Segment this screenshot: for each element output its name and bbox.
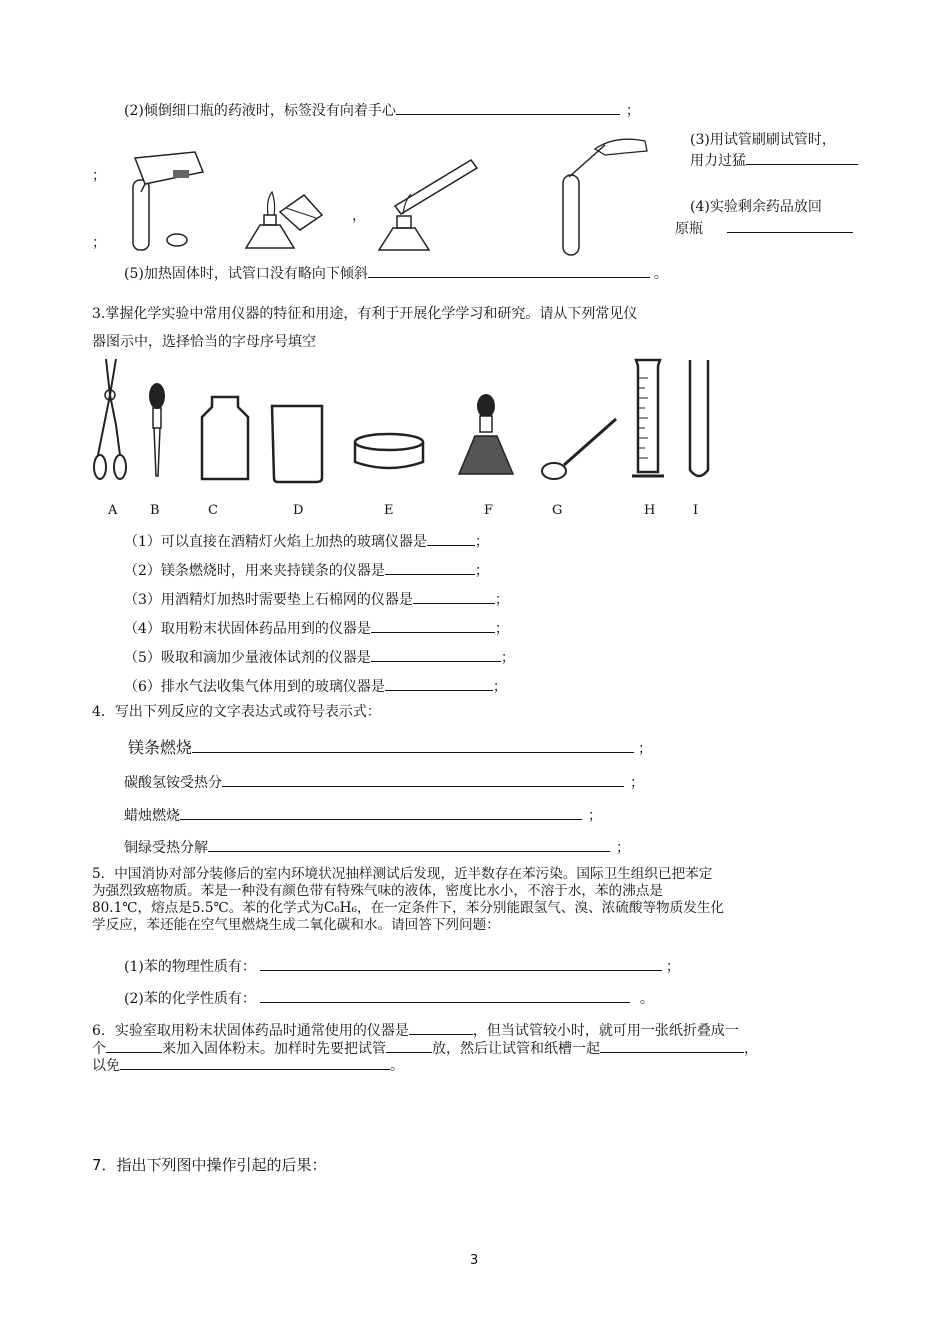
pour-bottle-illustration <box>125 150 220 250</box>
wide-mouth-bottle-icon <box>198 393 253 483</box>
answer-blank[interactable] <box>396 100 620 115</box>
answer-blank[interactable] <box>106 1038 162 1053</box>
punct: ； <box>492 679 507 695</box>
q3-item4 <box>124 618 509 638</box>
answer-blank[interactable] <box>385 560 475 575</box>
answer-blank[interactable] <box>409 1020 473 1035</box>
q3-item6 <box>124 676 507 696</box>
q6-text: ，但当试管较小时，就可用一张纸折叠成一 <box>472 1023 739 1039</box>
answer-blank[interactable] <box>600 1038 744 1053</box>
q2-item4-line2: 原瓶 <box>675 221 703 237</box>
q3-intro-line2: 器图示中，选择恰当的字母序号填空 <box>92 334 316 350</box>
q2-item3-line1: (3)用试管刷刷试管时， <box>690 132 836 148</box>
punct: ； <box>474 534 489 550</box>
q4-reaction-4 <box>124 837 630 857</box>
q2-item5 <box>124 263 668 283</box>
instrument-label-c: C <box>208 503 218 518</box>
q5-answer-1 <box>124 956 680 976</box>
q3-item2 <box>124 560 489 580</box>
punct: ； <box>494 592 509 608</box>
q2-item4-line1: (4)实验剩余药品放回 <box>690 199 822 215</box>
q4-reaction-3 <box>124 805 602 825</box>
q2-item4 <box>675 196 853 240</box>
q3-item5-text: （5）吸取和滴加少量液体试剂的仪器是 <box>124 650 371 666</box>
q6-text: 个 <box>92 1041 106 1057</box>
q3-item1-text: （1）可以直接在酒精灯火焰上加热的玻璃仪器是 <box>124 534 427 550</box>
q5-answer-1-label: (1)苯的物理性质有： <box>124 959 256 975</box>
test-tube-icon <box>686 358 712 483</box>
q5-line3: 80.1℃，熔点是5.5℃。苯的化学式为C₆H₆，在一定条件下，苯分别能跟氢气、溴、浓硫酸等物质发生化 <box>92 900 725 916</box>
q4-reaction-3-label: 蜡烛燃烧 <box>124 808 180 824</box>
q2-semicolon-2: ； <box>92 235 106 251</box>
q5-line2: 为强烈致癌物质。苯是一种没有颜色带有特殊气味的液体，密度比水小，不溶于水，苯的沸点是 <box>92 883 663 899</box>
instrument-label-b: B <box>150 503 160 518</box>
instrument-label-f: F <box>484 503 494 518</box>
q6-text: 来加入固体粉末。加样时先要把试管 <box>162 1041 386 1057</box>
answer-blank[interactable] <box>260 956 662 971</box>
q5-passage <box>92 866 724 934</box>
answer-blank[interactable] <box>180 805 582 820</box>
q6-text: ， <box>744 1041 758 1057</box>
q3-item2-text: （2）镁条燃烧时，用来夹持镁条的仪器是 <box>124 563 385 579</box>
q3-item3 <box>124 589 509 609</box>
instrument-label-i: I <box>693 503 699 518</box>
punct: ； <box>630 775 644 791</box>
answer-blank[interactable] <box>222 772 624 787</box>
q3-intro-line1: 3.掌握化学实验中常用仪器的特征和用途，有利于开展化学学习和研究。请从下列常见仪 <box>92 306 638 322</box>
spatula-icon <box>540 415 620 485</box>
answer-blank[interactable] <box>260 988 630 1003</box>
punct: ； <box>474 563 489 579</box>
q2-item2-text: (2)倾倒细口瓶的药液时，标签没有向着手心 <box>124 103 396 119</box>
q4-intro: 4．写出下列反应的文字表达式或符号表示式： <box>92 704 381 720</box>
punct: ； <box>625 103 640 119</box>
heat-tube-illustration <box>375 158 485 258</box>
punct: ； <box>665 959 680 975</box>
q6-text: 放，然后让试管和纸槽一起 <box>432 1041 600 1057</box>
lamp-lighting-illustration <box>240 170 340 260</box>
punct: ； <box>616 840 630 856</box>
answer-blank[interactable] <box>385 676 493 691</box>
instrument-label-e: E <box>384 503 394 518</box>
page-number: 3 <box>470 1253 479 1268</box>
answer-blank[interactable] <box>192 738 634 753</box>
q5-answer-2-label: (2)苯的化学性质有： <box>124 991 256 1007</box>
dropper-icon <box>145 380 169 480</box>
q2-item3-line2: 用力过猛 <box>690 153 746 169</box>
q6-text: 。 <box>390 1058 404 1074</box>
graduated-cylinder-icon <box>628 356 668 486</box>
instrument-label-g: G <box>552 503 563 518</box>
answer-blank[interactable] <box>371 618 495 633</box>
q7-title: 7．指出下列图中操作引起的后果： <box>92 1156 327 1174</box>
q2-comma: ， <box>352 208 366 224</box>
q4-reaction-1 <box>128 735 652 758</box>
q3-item1 <box>124 531 489 551</box>
instrument-label-h: H <box>644 503 656 518</box>
q4-reaction-2 <box>124 772 644 792</box>
punct: 。 <box>653 266 668 282</box>
q5-line1: 5．中国消协对部分装修后的室内环境状况抽样测试后发现，近半数存在苯污染。国际卫生组织已把苯定 <box>92 866 713 882</box>
q5-line4: 学反应，苯还能在空气里燃烧生成二氧化碳和水。请回答下列问题： <box>92 917 500 933</box>
q6-text: 6．实验室取用粉末状固体药品时通常使用的仪器是 <box>92 1023 409 1039</box>
tube-brush-illustration <box>555 135 665 260</box>
punct: ； <box>588 808 602 824</box>
q2-item2 <box>124 100 640 120</box>
answer-blank[interactable] <box>727 218 853 233</box>
punct: ； <box>494 621 509 637</box>
answer-blank[interactable] <box>386 1038 432 1053</box>
q2-item3 <box>690 130 858 171</box>
q4-reaction-4-label: 铜绿受热分解 <box>124 840 208 856</box>
answer-blank[interactable] <box>413 589 495 604</box>
answer-blank[interactable] <box>746 150 858 165</box>
answer-blank[interactable] <box>371 647 501 662</box>
q4-reaction-2-label: 碳酸氢铵受热分 <box>124 775 222 791</box>
q6-line1 <box>92 1020 739 1040</box>
q2-semicolon-1: ； <box>92 168 106 184</box>
q6-line3 <box>92 1055 404 1075</box>
punct: ； <box>638 741 653 757</box>
q3-item6-text: （6）排水气法收集气体用到的玻璃仪器是 <box>124 679 385 695</box>
punct: 。 <box>639 991 654 1007</box>
q3-item4-text: （4）取用粉末状固体药品用到的仪器是 <box>124 621 371 637</box>
crucible-tongs-icon <box>90 355 130 485</box>
answer-blank[interactable] <box>208 837 610 852</box>
beaker-icon <box>270 402 325 484</box>
q5-answer-2 <box>124 988 654 1008</box>
evaporating-dish-icon <box>352 432 427 477</box>
answer-blank[interactable] <box>368 263 650 278</box>
q3-item5 <box>124 647 515 667</box>
punct: ； <box>500 650 515 666</box>
answer-blank[interactable] <box>120 1055 390 1070</box>
q2-item5-text: (5)加热固体时，试管口没有略向下倾斜 <box>124 266 368 282</box>
instrument-label-d: D <box>293 503 304 518</box>
answer-blank[interactable] <box>427 531 475 546</box>
q6-text: 以免 <box>92 1058 120 1074</box>
instrument-label-a: A <box>108 503 118 518</box>
q3-item3-text: （3）用酒精灯加热时需要垫上石棉网的仪器是 <box>124 592 413 608</box>
alcohol-lamp-icon <box>455 390 517 480</box>
q4-reaction-1-label: 镁条燃烧 <box>128 738 193 757</box>
